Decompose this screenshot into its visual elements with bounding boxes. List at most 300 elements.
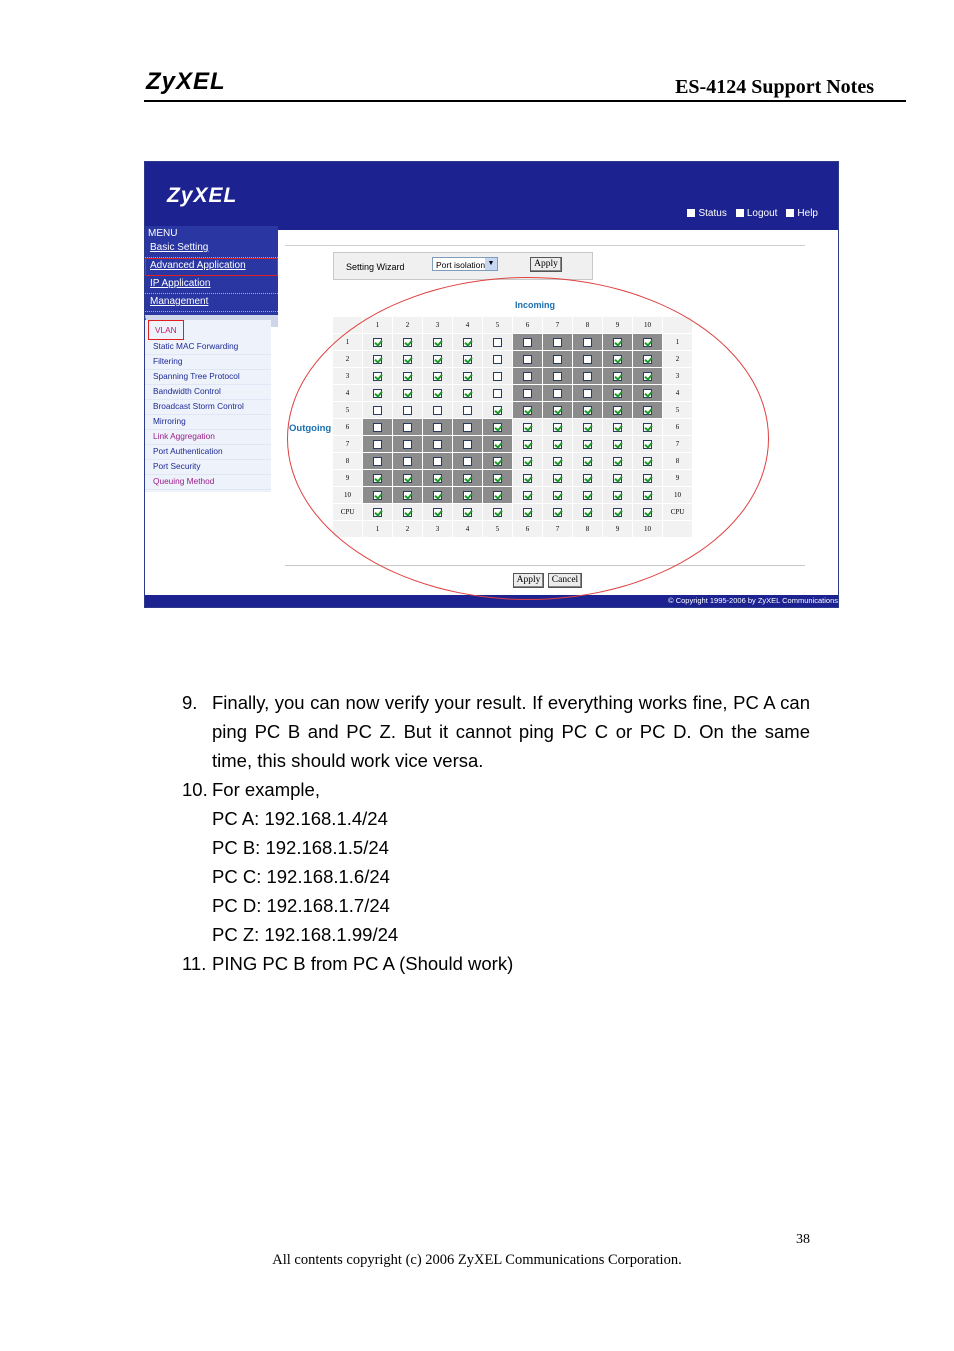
step-item: 11. PING PC B from PC A (Should work) [182,953,514,974]
port-checkbox[interactable] [613,372,622,381]
port-checkbox[interactable] [553,406,562,415]
port-isolation-matrix [332,316,693,538]
content-bottom-rule [285,565,805,566]
cancel-button[interactable]: Cancel [548,573,582,588]
matrix-cell [633,402,663,419]
port-checkbox[interactable] [613,491,622,500]
matrix-cell [513,470,543,487]
help-icon [786,209,794,217]
port-checkbox[interactable] [403,423,412,432]
column-header: 5 [483,317,513,334]
matrix-corner [333,317,363,334]
port-checkbox[interactable] [553,338,562,347]
top-links [687,208,818,219]
submenu-queuing-method[interactable]: Queuing Method [145,475,271,490]
matrix-cell [603,368,633,385]
port-checkbox[interactable] [373,389,382,398]
matrix-cell [423,419,453,436]
port-checkbox[interactable] [583,338,592,347]
submenu-vlan[interactable]: VLAN [148,320,184,340]
port-checkbox[interactable] [583,440,592,449]
matrix-cell [633,504,663,521]
port-checkbox[interactable] [403,355,412,364]
port-checkbox[interactable] [643,372,652,381]
help-link[interactable]: Help [786,208,818,219]
matrix-cell [423,334,453,351]
port-checkbox[interactable] [463,338,472,347]
matrix-cell [603,385,633,402]
port-checkbox[interactable] [433,389,442,398]
port-checkbox[interactable] [403,457,412,466]
matrix-cell [513,487,543,504]
port-checkbox[interactable] [433,355,442,364]
port-checkbox[interactable] [613,406,622,415]
matrix-cell [633,453,663,470]
matrix-cell [453,470,483,487]
port-checkbox[interactable] [553,372,562,381]
matrix-cell [513,351,543,368]
port-checkbox[interactable] [553,474,562,483]
sub-menu [145,320,271,492]
menu-ip-application[interactable]: IP Application [145,276,278,294]
port-checkbox[interactable] [643,491,652,500]
matrix-row [333,436,693,453]
port-checkbox[interactable] [523,474,532,483]
matrix-cell [543,487,573,504]
port-checkbox[interactable] [583,508,592,517]
row-header: 10 [663,487,693,504]
port-checkbox[interactable] [553,423,562,432]
setting-wizard-bar [333,252,593,280]
chevron-down-icon: ▼ [485,258,497,270]
port-checkbox[interactable] [493,457,502,466]
matrix-cell [573,504,603,521]
column-footer: 9 [603,521,633,538]
matrix-cell [483,334,513,351]
port-checkbox[interactable] [463,474,472,483]
port-checkbox[interactable] [493,423,502,432]
port-checkbox[interactable] [583,372,592,381]
matrix-cell [573,487,603,504]
port-checkbox[interactable] [433,406,442,415]
matrix-cell [423,351,453,368]
port-checkbox[interactable] [523,440,532,449]
port-checkbox[interactable] [613,355,622,364]
port-checkbox[interactable] [553,457,562,466]
matrix-cell [363,351,393,368]
port-checkbox[interactable] [523,355,532,364]
matrix-cell [543,402,573,419]
matrix-cell [543,351,573,368]
column-header: 1 [363,317,393,334]
port-checkbox[interactable] [433,423,442,432]
column-header: 9 [603,317,633,334]
row-header: 10 [333,487,363,504]
column-footer: 1 [363,521,393,538]
port-checkbox[interactable] [463,423,472,432]
port-checkbox[interactable] [403,474,412,483]
matrix-cell [633,436,663,453]
matrix-cell [543,453,573,470]
matrix-row [333,453,693,470]
matrix-cell [483,368,513,385]
matrix-footer-row [333,521,693,538]
port-checkbox[interactable] [643,338,652,347]
column-footer: 8 [573,521,603,538]
row-header: 7 [333,436,363,453]
matrix-cell [603,470,633,487]
column-header: 6 [513,317,543,334]
port-checkbox[interactable] [463,440,472,449]
submenu-link-aggregation[interactable]: Link Aggregation [145,430,271,445]
step-item: 9. Finally, you can now verify your result. If everything works fine, PC A can ping PC B and PC Z. But it cannot ping PC C or PC D. On the same time, this should work vice versa. [182,692,810,771]
column-header: 4 [453,317,483,334]
port-checkbox[interactable] [493,491,502,500]
outgoing-label: Outgoing [289,423,332,434]
matrix-cell [483,487,513,504]
row-header: 8 [663,453,693,470]
port-checkbox[interactable] [433,440,442,449]
port-checkbox[interactable] [643,474,652,483]
port-checkbox[interactable] [403,389,412,398]
row-header: 3 [663,368,693,385]
matrix-cell [393,385,423,402]
copyright-footer: All contents copyright (c) 2006 ZyXEL Communications Corporation. [272,1252,682,1268]
ip-address-line: PC A: 192.168.1.4/24 [212,808,388,829]
apply-button[interactable]: Apply [513,573,544,588]
port-checkbox[interactable] [493,406,502,415]
port-checkbox[interactable] [433,372,442,381]
matrix-cell [543,504,573,521]
matrix-cell [573,419,603,436]
port-checkbox[interactable] [373,440,382,449]
ip-address-line: PC Z: 192.168.1.99/24 [212,924,399,945]
port-checkbox[interactable] [463,457,472,466]
port-checkbox[interactable] [493,338,502,347]
matrix-cell [543,470,573,487]
port-checkbox[interactable] [373,474,382,483]
port-checkbox[interactable] [433,508,442,517]
matrix-corner [333,521,363,538]
row-header: CPU [333,504,363,521]
submenu-port-security[interactable]: Port Security [145,460,271,475]
column-header: 10 [633,317,663,334]
port-checkbox[interactable] [583,389,592,398]
port-checkbox[interactable] [613,423,622,432]
port-checkbox[interactable] [613,338,622,347]
submenu-bandwidth-control[interactable]: Bandwidth Control [145,385,271,400]
port-checkbox[interactable] [403,406,412,415]
port-checkbox[interactable] [523,508,532,517]
matrix-cell [393,402,423,419]
port-checkbox[interactable] [643,355,652,364]
column-footer: 7 [543,521,573,538]
row-header: 6 [333,419,363,436]
port-checkbox[interactable] [373,423,382,432]
port-checkbox[interactable] [463,406,472,415]
document-logo: ZyXEL [146,68,226,95]
wizard-apply-button[interactable]: Apply [530,257,562,272]
port-checkbox[interactable] [613,440,622,449]
port-checkbox[interactable] [643,508,652,517]
port-checkbox[interactable] [403,372,412,381]
port-checkbox[interactable] [463,508,472,517]
logout-link[interactable]: Logout [736,208,778,219]
port-checkbox[interactable] [613,389,622,398]
matrix-cell [423,453,453,470]
submenu-static-mac-forwarding[interactable]: Static MAC Forwarding [145,340,271,355]
port-checkbox[interactable] [493,389,502,398]
row-header: 9 [333,470,363,487]
matrix-cell [363,368,393,385]
matrix-corner [663,521,693,538]
matrix-cell [393,334,423,351]
port-checkbox[interactable] [373,406,382,415]
row-header: 6 [663,419,693,436]
matrix-cell [423,368,453,385]
matrix-cell [453,351,483,368]
port-checkbox[interactable] [493,355,502,364]
matrix-row [333,368,693,385]
matrix-cell [573,334,603,351]
row-header: CPU [663,504,693,521]
logout-icon [736,209,744,217]
port-checkbox[interactable] [373,508,382,517]
matrix-cell [543,436,573,453]
matrix-cell [423,470,453,487]
submenu-filtering[interactable]: Filtering [145,355,271,370]
matrix-cell [603,419,633,436]
matrix-cell [543,334,573,351]
matrix-cell [513,402,543,419]
port-checkbox[interactable] [523,389,532,398]
status-link[interactable]: Status [687,208,726,219]
port-checkbox[interactable] [373,491,382,500]
matrix-row [333,334,693,351]
port-checkbox[interactable] [373,355,382,364]
instruction-steps [182,688,810,978]
port-checkbox[interactable] [523,338,532,347]
port-checkbox[interactable] [493,508,502,517]
port-checkbox[interactable] [643,440,652,449]
port-checkbox[interactable] [553,508,562,517]
port-checkbox[interactable] [493,372,502,381]
port-checkbox[interactable] [583,423,592,432]
port-checkbox[interactable] [403,338,412,347]
row-header: 4 [663,385,693,402]
matrix-cell [573,385,603,402]
ip-address-line: PC B: 192.168.1.5/24 [212,837,389,858]
row-header: 9 [663,470,693,487]
step-item: 10. For example, [182,779,320,800]
matrix-cell [453,419,483,436]
port-checkbox[interactable] [523,406,532,415]
port-checkbox[interactable] [583,474,592,483]
matrix-cell [423,436,453,453]
matrix-cell [453,334,483,351]
matrix-cell [363,334,393,351]
matrix-cell [483,453,513,470]
matrix-row [333,402,693,419]
port-checkbox[interactable] [613,508,622,517]
row-header: 5 [333,402,363,419]
main-menu [145,226,278,326]
port-checkbox[interactable] [373,372,382,381]
matrix-cell [633,470,663,487]
submenu-broadcast-storm-control[interactable]: Broadcast Storm Control [145,400,271,415]
column-footer: 6 [513,521,543,538]
row-header: 1 [663,334,693,351]
matrix-cell [513,419,543,436]
matrix-cell [513,334,543,351]
column-footer: 5 [483,521,513,538]
matrix-cell [393,470,423,487]
matrix-cell [633,368,663,385]
matrix-cell [453,453,483,470]
matrix-cell [603,351,633,368]
matrix-cell [363,402,393,419]
matrix-cell [363,504,393,521]
matrix-cell [363,487,393,504]
matrix-cell [393,453,423,470]
ip-address-line: PC D: 192.168.1.7/24 [212,895,390,916]
column-header: 3 [423,317,453,334]
port-checkbox[interactable] [643,457,652,466]
matrix-cell [453,436,483,453]
matrix-cell [423,487,453,504]
port-checkbox[interactable] [553,491,562,500]
matrix-cell [603,487,633,504]
port-checkbox[interactable] [373,338,382,347]
port-checkbox[interactable] [583,457,592,466]
port-checkbox[interactable] [373,457,382,466]
column-footer: 2 [393,521,423,538]
port-checkbox[interactable] [583,406,592,415]
matrix-cell [483,351,513,368]
matrix-cell [513,504,543,521]
port-checkbox[interactable] [433,474,442,483]
menu-basic-setting[interactable]: Basic Setting [145,240,278,258]
port-checkbox[interactable] [523,423,532,432]
port-checkbox[interactable] [583,355,592,364]
port-checkbox[interactable] [643,389,652,398]
matrix-cell [513,453,543,470]
menu-advanced-application[interactable]: Advanced Application [145,258,278,276]
matrix-cell [633,351,663,368]
port-checkbox[interactable] [463,355,472,364]
matrix-cell [483,402,513,419]
matrix-cell [363,470,393,487]
matrix-cell [453,504,483,521]
matrix-cell [483,470,513,487]
copyright-bar: © Copyright 1995-2006 by ZyXEL Communications [145,595,838,607]
column-header: 7 [543,317,573,334]
header-rule [144,100,906,102]
content-top-rule [285,245,805,246]
incoming-label: Incoming [515,300,555,310]
matrix-cell [423,504,453,521]
matrix-cell [393,351,423,368]
matrix-cell [483,385,513,402]
port-checkbox[interactable] [613,457,622,466]
submenu-mirroring[interactable]: Mirroring [145,415,271,430]
port-checkbox[interactable] [643,423,652,432]
port-checkbox[interactable] [403,440,412,449]
port-checkbox[interactable] [433,338,442,347]
matrix-cell [603,504,633,521]
port-checkbox[interactable] [463,491,472,500]
port-checkbox[interactable] [523,491,532,500]
matrix-cell [393,368,423,385]
zyxel-logo: ZyXEL [167,184,238,207]
menu-header: MENU [148,228,178,239]
matrix-cell [513,436,543,453]
matrix-cell [393,436,423,453]
port-checkbox[interactable] [433,491,442,500]
matrix-cell [543,385,573,402]
port-checkbox[interactable] [463,372,472,381]
setting-wizard-select[interactable]: Port isolation ▼ [432,257,498,271]
port-checkbox[interactable] [613,474,622,483]
matrix-cell [573,368,603,385]
port-checkbox[interactable] [523,457,532,466]
port-checkbox[interactable] [493,440,502,449]
port-checkbox[interactable] [463,389,472,398]
matrix-header-row [333,317,693,334]
setting-wizard-label: Setting Wizard [346,262,405,272]
port-checkbox[interactable] [553,440,562,449]
port-checkbox[interactable] [403,508,412,517]
port-checkbox[interactable] [433,457,442,466]
row-header: 4 [333,385,363,402]
submenu-spanning-tree-protocol[interactable]: Spanning Tree Protocol [145,370,271,385]
matrix-cell [543,368,573,385]
matrix-cell [603,402,633,419]
matrix-cell [543,419,573,436]
matrix-cell [453,487,483,504]
port-checkbox[interactable] [553,355,562,364]
row-header: 1 [333,334,363,351]
top-banner [145,162,838,230]
matrix-corner [663,317,693,334]
matrix-cell [573,351,603,368]
matrix-cell [573,470,603,487]
matrix-cell [603,453,633,470]
matrix-cell [633,419,663,436]
document-title: ES-4124 Support Notes [675,76,874,98]
menu-management[interactable]: Management [145,294,278,312]
port-checkbox[interactable] [493,474,502,483]
matrix-cell [453,368,483,385]
port-checkbox[interactable] [553,389,562,398]
port-checkbox[interactable] [583,491,592,500]
column-header: 8 [573,317,603,334]
matrix-cell [393,487,423,504]
port-checkbox[interactable] [403,491,412,500]
port-checkbox[interactable] [523,372,532,381]
submenu-port-authentication[interactable]: Port Authentication [145,445,271,460]
matrix-row [333,385,693,402]
matrix-cell [483,436,513,453]
ip-address-line: PC C: 192.168.1.6/24 [212,866,390,887]
row-header: 2 [663,351,693,368]
matrix-row [333,504,693,521]
matrix-cell [363,385,393,402]
port-checkbox[interactable] [643,406,652,415]
matrix-cell [633,334,663,351]
row-header: 2 [333,351,363,368]
matrix-cell [483,504,513,521]
